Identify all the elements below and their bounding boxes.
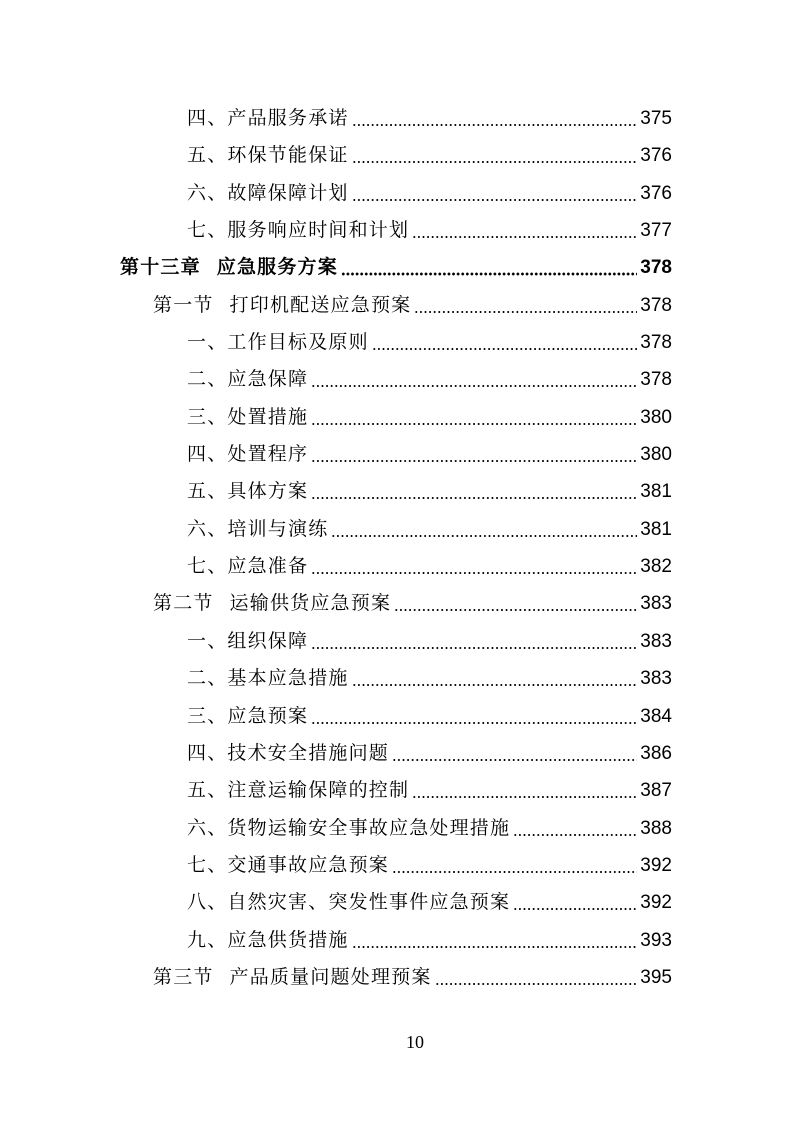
toc-item-row	[0, 922, 672, 959]
toc-item-row	[0, 175, 672, 212]
toc-item-row	[0, 324, 672, 361]
toc-item-row	[0, 137, 672, 174]
toc-entry-title: 三、应急预案	[187, 705, 309, 727]
toc-entry-title: 七、应急准备	[187, 556, 309, 578]
toc-entry-title: 五、注意运输保障的控制	[187, 780, 410, 802]
toc-entry-title: 一、组织保障	[187, 630, 309, 652]
toc-entry-title: 第十三章 应急服务方案	[120, 257, 338, 279]
toc-dot-leader	[412, 772, 637, 809]
toc-item-row	[0, 436, 672, 473]
toc-page-number: 388	[640, 817, 672, 839]
toc-page-number: 382	[640, 556, 672, 578]
toc-entry-title: 第二节 运输供货应急预案	[153, 593, 392, 615]
toc-dot-leader	[352, 922, 638, 959]
toc-dot-leader	[311, 361, 637, 398]
toc-dot-leader	[414, 287, 637, 324]
toc-dot-leader	[352, 175, 638, 212]
toc-dot-leader	[412, 212, 637, 249]
toc-dot-leader	[311, 473, 637, 510]
toc-dot-leader	[392, 735, 637, 772]
toc-dot-leader	[311, 623, 637, 660]
toc-item-row	[0, 884, 672, 921]
toc-item-row	[0, 361, 672, 398]
toc-page-number: 395	[640, 966, 672, 988]
toc-page-number: 381	[640, 518, 672, 540]
toc-entry-title: 五、环保节能保证	[187, 145, 349, 167]
toc-page-number: 378	[640, 294, 672, 316]
toc-entry-title: 二、应急保障	[187, 369, 309, 391]
toc-dot-leader	[352, 137, 638, 174]
toc-page-number: 375	[640, 108, 672, 129]
toc-page-number: 393	[640, 929, 672, 951]
toc-entry-title: 四、技术安全措施问题	[187, 742, 390, 764]
toc-page-number: 384	[640, 705, 672, 727]
toc-entry-title: 九、应急供货措施	[187, 929, 349, 951]
toc-page-number: 383	[640, 668, 672, 690]
toc-entry-title: 三、处置措施	[187, 406, 309, 428]
toc-section-row	[0, 287, 672, 324]
toc-page-number: 383	[640, 630, 672, 652]
toc-dot-leader	[372, 324, 637, 361]
toc-item-row	[0, 772, 672, 809]
toc-entry-title: 五、具体方案	[187, 481, 309, 503]
toc-dot-leader	[435, 959, 638, 996]
toc-page-number: 387	[640, 780, 672, 802]
toc-dot-leader	[311, 698, 637, 735]
toc-dot-leader	[331, 511, 637, 548]
toc-page-number: 377	[640, 220, 672, 242]
toc-item-row	[0, 548, 672, 585]
toc-item-row	[0, 735, 672, 772]
toc-page-number: 392	[640, 854, 672, 876]
toc-entry-title: 一、工作目标及原则	[187, 332, 369, 354]
toc-page-number: 378	[640, 257, 672, 279]
toc-dot-leader	[311, 399, 637, 436]
toc-dot-leader	[513, 810, 637, 847]
toc-entry-title: 六、货物运输安全事故应急处理措施	[187, 817, 511, 839]
toc-item-row	[0, 810, 672, 847]
table-of-contents	[0, 100, 793, 996]
toc-page-number: 376	[640, 145, 672, 167]
toc-item-row	[0, 473, 672, 510]
toc-page-number: 386	[640, 742, 672, 764]
toc-item-row	[0, 847, 672, 884]
toc-entry-title: 六、培训与演练	[187, 518, 329, 540]
toc-entry-title: 四、处置程序	[187, 444, 309, 466]
toc-entry-title: 六、故障保障计划	[187, 182, 349, 204]
toc-dot-leader	[311, 548, 637, 585]
toc-dot-leader	[392, 847, 637, 884]
toc-dot-leader	[352, 660, 638, 697]
toc-dot-leader	[513, 884, 637, 921]
toc-page-number: 380	[640, 444, 672, 466]
toc-item-row	[0, 399, 672, 436]
toc-page-number: 381	[640, 481, 672, 503]
toc-section-row	[0, 959, 672, 996]
toc-dot-leader	[352, 100, 638, 137]
toc-entry-title: 第三节 产品质量问题处理预案	[153, 966, 432, 988]
toc-page-number: 380	[640, 406, 672, 428]
toc-dot-leader	[311, 436, 637, 473]
toc-item-row	[0, 623, 672, 660]
toc-dot-leader	[394, 585, 637, 622]
toc-item-row	[0, 212, 672, 249]
toc-entry-title: 二、基本应急措施	[187, 668, 349, 690]
toc-page-number: 392	[640, 892, 672, 914]
toc-item-row	[0, 660, 672, 697]
toc-entry-title: 四、产品服务承诺	[187, 108, 349, 129]
toc-page-number: 378	[640, 332, 672, 354]
toc-page-number: 376	[640, 182, 672, 204]
toc-dot-leader	[341, 249, 637, 286]
toc-item-row	[0, 511, 672, 548]
toc-item-row	[0, 698, 672, 735]
toc-page-number: 378	[640, 369, 672, 391]
page-number: 10	[406, 1032, 424, 1052]
toc-entry-title: 八、自然灾害、突发性事件应急预案	[187, 892, 511, 914]
toc-section-row	[0, 585, 672, 622]
toc-chapter-row	[0, 249, 672, 286]
toc-entry-title: 第一节 打印机配送应急预案	[153, 294, 412, 316]
toc-page-number: 383	[640, 593, 672, 615]
toc-item-row	[0, 100, 672, 137]
toc-entry-title: 七、服务响应时间和计划	[187, 220, 410, 242]
toc-entry-title: 七、交通事故应急预案	[187, 854, 390, 876]
